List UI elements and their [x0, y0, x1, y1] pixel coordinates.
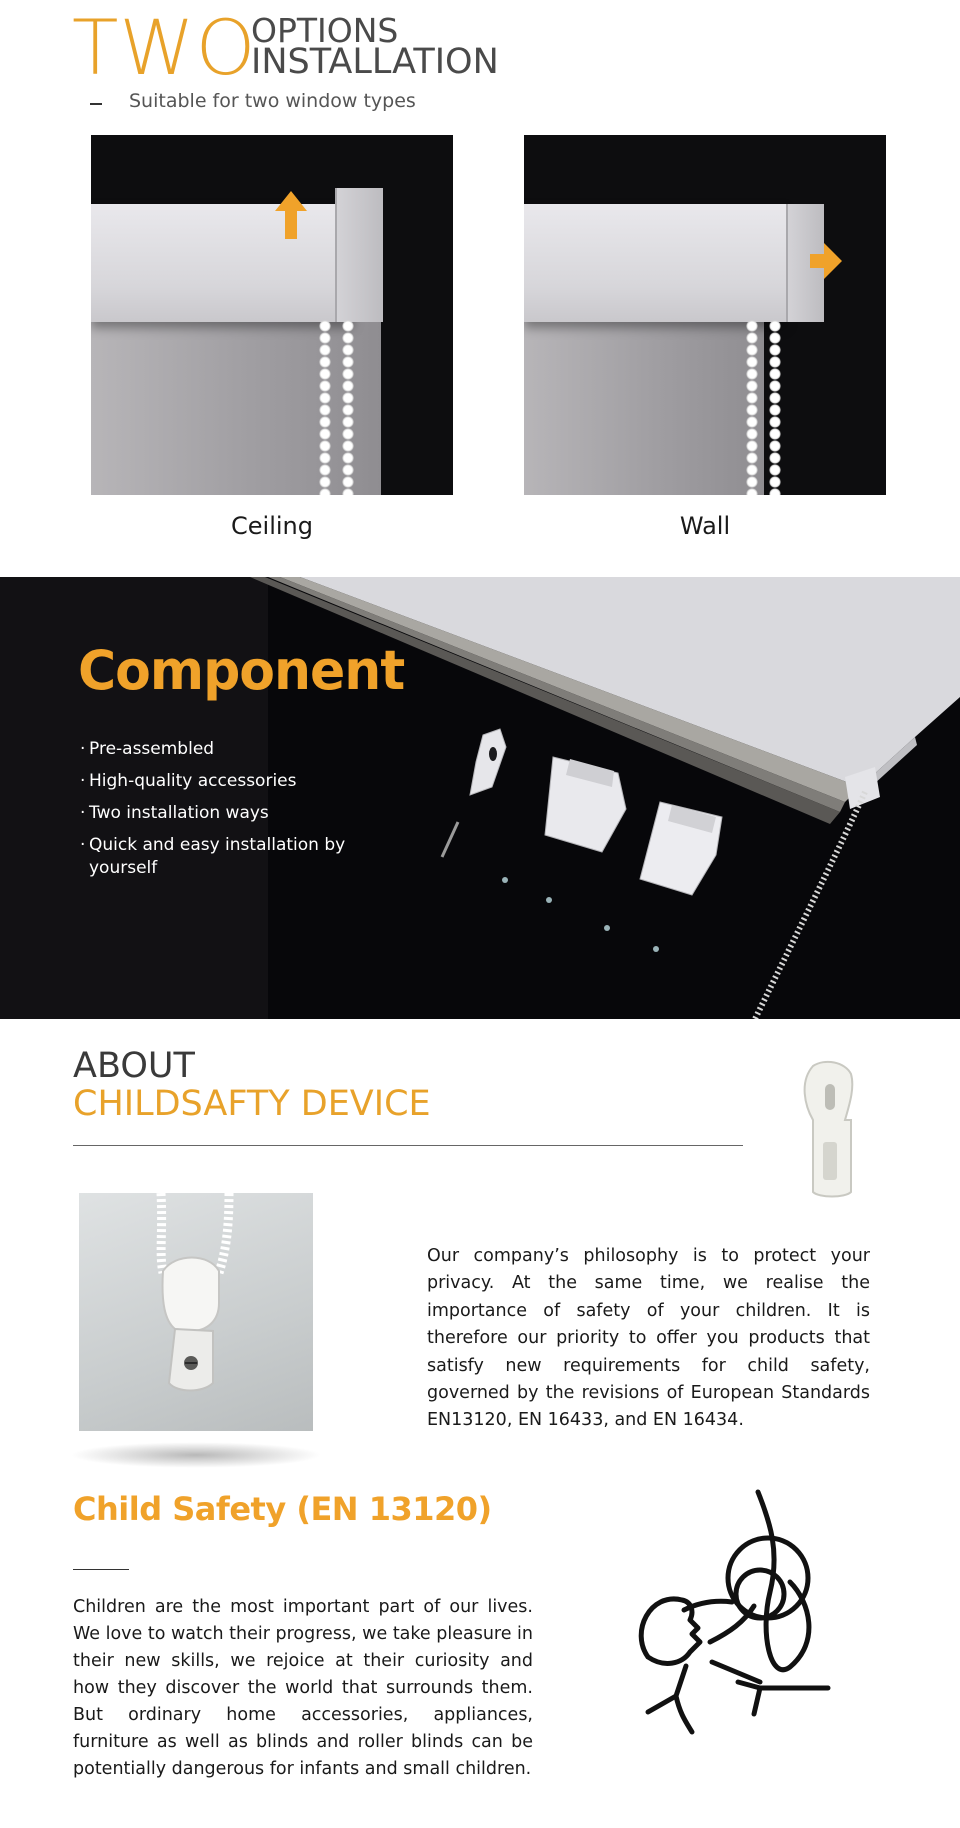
ceiling-install-photo: [91, 135, 453, 495]
component-title: Component: [78, 639, 405, 703]
about-heading: ABOUT: [73, 1046, 195, 1086]
short-divider: [73, 1569, 129, 1570]
wall-caption: Wall: [679, 512, 731, 540]
safety-device-photo: [79, 1193, 313, 1431]
options-heading: OPTIONS: [251, 11, 399, 50]
arrow-up-icon: [275, 191, 307, 239]
installation-heading: INSTALLATION: [251, 42, 499, 82]
childsafety-heading: CHILDSAFTY DEVICE: [73, 1084, 431, 1124]
arrow-right-icon: [810, 243, 842, 279]
two-heading: TWO: [72, 3, 257, 92]
section-divider: [73, 1145, 743, 1146]
philosophy-paragraph: Our company’s philosophy is to protect your privacy. At the same time, we realise the importance of safety of your children. It is therefore our priority to offer you products that satisfy new requirements for child safety, governed by the revisions of European Standards EN13120, EN 16433, and EN 16434.: [427, 1246, 870, 1431]
feature-item: · High-quality accessories: [80, 770, 349, 793]
safety-clip-icon: [795, 1058, 871, 1200]
child-safety-title: Child Safety (EN 13120): [73, 1490, 492, 1528]
component-section: [0, 577, 960, 1019]
feature-item: · Quick and easy installation by yourself: [80, 834, 349, 880]
component-feature-list: [80, 738, 349, 889]
dash-divider: [90, 103, 102, 105]
feature-item: · Two installation ways: [80, 802, 349, 825]
options-subtitle: Suitable for two window types: [129, 90, 416, 112]
installation-options-section: [0, 0, 960, 577]
child-pulling-chain-illustration: [620, 1482, 840, 1742]
wall-install-photo: [524, 135, 886, 495]
feature-item: · Pre-assembled: [80, 738, 349, 761]
ceiling-caption: Ceiling: [231, 512, 313, 540]
child-safety-paragraph: Children are the most important part of our lives. We love to watch their progress, we take pleasure in their new skills, we rejoice at their curiosity and how they discover the world that surrounds them. But ordinary home accessories, appliances, furniture as well as blinds and roller blinds can be potentially dangerous for infants and small children.: [73, 1597, 534, 1779]
